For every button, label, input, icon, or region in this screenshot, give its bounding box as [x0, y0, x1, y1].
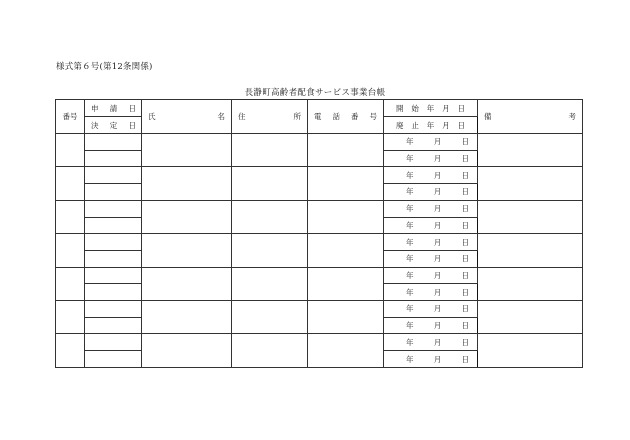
phone-cell[interactable] [308, 234, 384, 267]
decision-date-cell[interactable] [85, 351, 142, 368]
start-date-cell[interactable]: 年 月 日 [384, 234, 478, 251]
application-date-cell[interactable] [85, 200, 142, 217]
phone-cell[interactable] [308, 301, 384, 334]
number-cell[interactable] [56, 200, 85, 233]
table-row [56, 267, 583, 284]
number-cell[interactable] [56, 334, 85, 368]
header-end-date: 廃 止 年 月 日 [384, 117, 478, 134]
name-cell[interactable] [142, 267, 232, 300]
name-cell[interactable] [142, 167, 232, 200]
start-date-cell[interactable]: 年 月 日 [384, 134, 478, 151]
decision-date-cell[interactable] [85, 250, 142, 267]
end-date-cell[interactable]: 年 月 日 [384, 184, 478, 201]
phone-cell[interactable] [308, 334, 384, 368]
number-cell[interactable] [56, 234, 85, 267]
name-cell[interactable] [142, 301, 232, 334]
application-date-cell[interactable] [85, 301, 142, 318]
header-name: 氏 名 [142, 100, 232, 134]
address-cell[interactable] [232, 267, 308, 300]
phone-cell[interactable] [308, 267, 384, 300]
table-row [56, 301, 583, 318]
name-cell[interactable] [142, 200, 232, 233]
remarks-cell[interactable] [478, 334, 583, 368]
phone-cell[interactable] [308, 134, 384, 167]
application-date-cell[interactable] [85, 134, 142, 151]
address-cell[interactable] [232, 301, 308, 334]
remarks-cell[interactable] [478, 301, 583, 334]
table-row [56, 167, 583, 184]
decision-date-cell[interactable] [85, 317, 142, 334]
end-date-cell[interactable]: 年 月 日 [384, 284, 478, 301]
application-date-cell[interactable] [85, 334, 142, 351]
decision-date-cell[interactable] [85, 184, 142, 201]
remarks-cell[interactable] [478, 234, 583, 267]
start-date-cell[interactable]: 年 月 日 [384, 334, 478, 351]
start-date-cell[interactable]: 年 月 日 [384, 301, 478, 318]
table-row [56, 334, 583, 351]
table-row [56, 234, 583, 251]
application-date-cell[interactable] [85, 234, 142, 251]
end-date-cell[interactable]: 年 月 日 [384, 250, 478, 267]
address-cell[interactable] [232, 334, 308, 368]
header-row-1 [56, 100, 583, 117]
register-table [55, 99, 583, 368]
start-date-cell[interactable]: 年 月 日 [384, 267, 478, 284]
end-date-cell[interactable]: 年 月 日 [384, 351, 478, 368]
end-date-cell[interactable]: 年 月 日 [384, 150, 478, 167]
remarks-cell[interactable] [478, 267, 583, 300]
remarks-cell[interactable] [478, 200, 583, 233]
phone-cell[interactable] [308, 200, 384, 233]
name-cell[interactable] [142, 234, 232, 267]
end-date-cell[interactable]: 年 月 日 [384, 317, 478, 334]
number-cell[interactable] [56, 167, 85, 200]
header-decision-date: 決 定 日 [85, 117, 142, 134]
application-date-cell[interactable] [85, 267, 142, 284]
name-cell[interactable] [142, 134, 232, 167]
table-row [56, 134, 583, 151]
number-cell[interactable] [56, 134, 85, 167]
header-address: 住 所 [232, 100, 308, 134]
application-date-cell[interactable] [85, 167, 142, 184]
decision-date-cell[interactable] [85, 150, 142, 167]
decision-date-cell[interactable] [85, 284, 142, 301]
phone-cell[interactable] [308, 167, 384, 200]
start-date-cell[interactable]: 年 月 日 [384, 200, 478, 217]
header-remarks: 備 考 [478, 100, 583, 134]
header-application-date: 申 請 日 [85, 100, 142, 117]
table-row [56, 200, 583, 217]
address-cell[interactable] [232, 167, 308, 200]
start-date-cell[interactable]: 年 月 日 [384, 167, 478, 184]
header-start-date: 開 始 年 月 日 [384, 100, 478, 117]
decision-date-cell[interactable] [85, 217, 142, 234]
address-cell[interactable] [232, 200, 308, 233]
form-number-label: 様式第６号(第12条関係) [56, 62, 153, 72]
number-cell[interactable] [56, 267, 85, 300]
document-title: 長瀞町高齢者配食サービス事業台帳 [244, 88, 386, 98]
remarks-cell[interactable] [478, 167, 583, 200]
address-cell[interactable] [232, 234, 308, 267]
header-phone: 電 話 番 号 [308, 100, 384, 134]
header-number: 番号 [56, 100, 85, 134]
remarks-cell[interactable] [478, 134, 583, 167]
end-date-cell[interactable]: 年 月 日 [384, 217, 478, 234]
number-cell[interactable] [56, 301, 85, 334]
name-cell[interactable] [142, 334, 232, 368]
address-cell[interactable] [232, 134, 308, 167]
